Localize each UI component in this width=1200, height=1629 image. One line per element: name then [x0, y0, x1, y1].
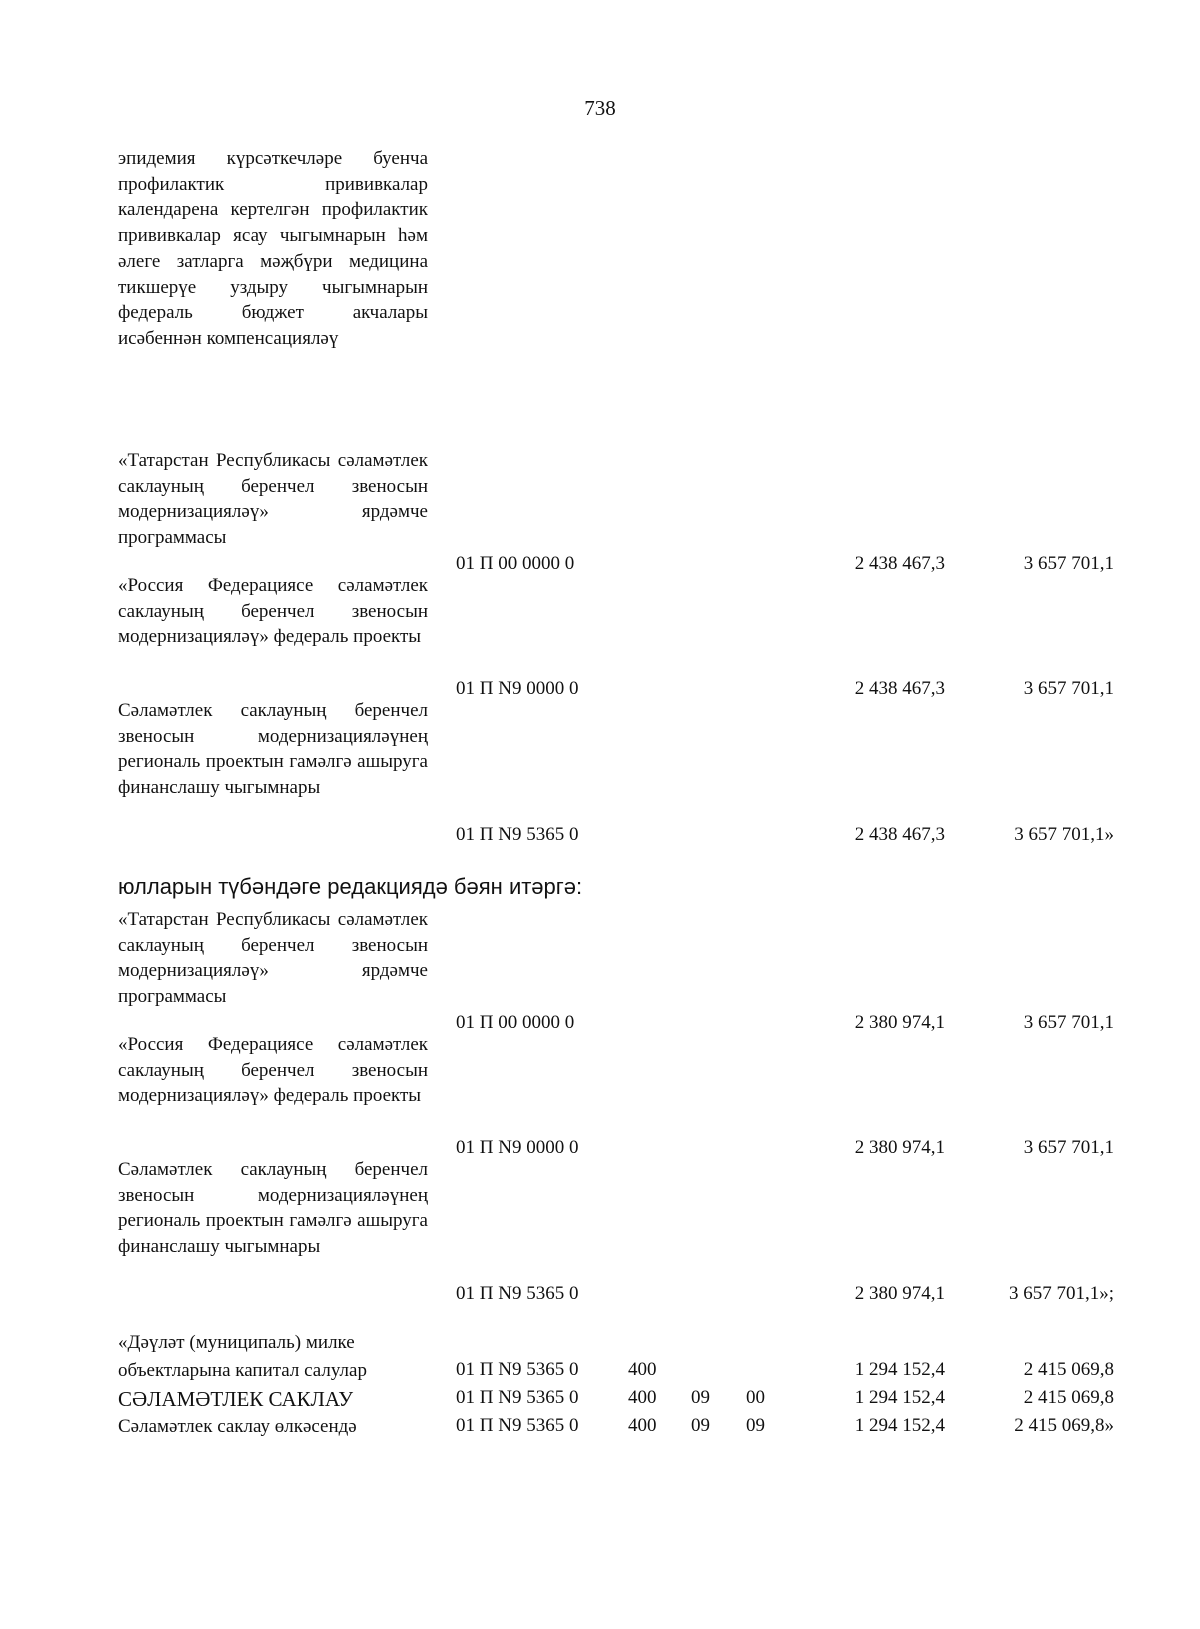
row-description: Сәламәтлек саклау өлкәсендә [118, 1416, 357, 1437]
row-description: «Россия Федерациясе сәламәтлек саклауның беренчел звеносын модернизацияләү» федераль проекты [118, 1034, 428, 1107]
row-amount-1: 1 294 152,4 [854, 1359, 945, 1380]
row-description: «Татарстан Республикасы сәламәтлек саклауның беренчел звеносын модернизацияләү» ярдәмче программасы [118, 909, 428, 1008]
row-amount-2: 3 657 701,1 [1023, 553, 1114, 574]
row-amount-1: 2 438 467,3 [854, 553, 945, 574]
row-subsection: 09 [746, 1415, 765, 1436]
row-description: «Россия Федерациясе сәламәтлек саклауның беренчел звеносын модернизацияләү» федераль проекты [118, 575, 428, 648]
row-code: 01 П N9 5365 0 [456, 1415, 579, 1436]
row-subsection: 00 [746, 1387, 765, 1408]
row-description: «Татарстан Республикасы сәламәтлек саклауның беренчел звеносын модернизацияләү» ярдәмче программасы [118, 450, 428, 549]
row-description: СӘЛАМӘТЛЕК САКЛАУ [118, 1387, 354, 1411]
row-section: 09 [691, 1415, 710, 1436]
row-amount-1: 2 438 467,3 [854, 824, 945, 845]
row-amount-1: 1 294 152,4 [854, 1415, 945, 1436]
row-code: 01 П 00 0000 0 [456, 1012, 575, 1033]
row-expense-type: 400 [628, 1415, 657, 1436]
row-amount-1: 2 380 974,1 [854, 1283, 945, 1304]
row-amount-2: 2 415 069,8 [1023, 1387, 1114, 1408]
row-description: Сәламәтлек саклауның беренчел звеносын модернизацияләүнең региональ проектын гамәлгә ашыруга финанслашу чыгымнары [118, 1159, 428, 1258]
row-description: Сәламәтлек саклауның беренчел звеносын модернизацияләүнең региональ проектын гамәлгә ашыруга финанслашу чыгымнары [118, 700, 428, 799]
row-code: 01 П N9 0000 0 [456, 1137, 579, 1158]
row-code: 01 П 00 0000 0 [456, 553, 575, 574]
row-amount-2: 2 415 069,8 [1023, 1359, 1114, 1380]
row-amount-2: 3 657 701,1 [1023, 678, 1114, 699]
row-description: «Дәүләт (муниципаль) милке объектларына капитал салулар [118, 1332, 367, 1381]
row-amount-2: 3 657 701,1» [1014, 824, 1114, 845]
row-amount-2: 3 657 701,1»; [1008, 1283, 1114, 1304]
row-amount-1: 1 294 152,4 [854, 1387, 945, 1408]
row-code: 01 П N9 0000 0 [456, 678, 579, 699]
row-description: эпидемия күрсәткечләре буенча профилактик прививкалар календарена кертелгән профилактик прививкалар ясау чыгымнарын һәм әлеге затларга мәҗбүри медицина тикшерүе уздыру чыгымнарын федераль бюджет акчалары исәбеннән компенсацияләү [118, 148, 428, 349]
row-code: 01 П N9 5365 0 [456, 824, 579, 845]
row-amount-2: 2 415 069,8» [1014, 1415, 1114, 1436]
row-expense-type: 400 [628, 1359, 657, 1380]
row-expense-type: 400 [628, 1387, 657, 1408]
row-code: 01 П N9 5365 0 [456, 1359, 579, 1380]
row-amount-1: 2 380 974,1 [854, 1137, 945, 1158]
row-code: 01 П N9 5365 0 [456, 1283, 579, 1304]
row-amount-1: 2 380 974,1 [854, 1012, 945, 1033]
row-amount-2: 3 657 701,1 [1023, 1012, 1114, 1033]
row-code: 01 П N9 5365 0 [456, 1387, 579, 1408]
row-section: 09 [691, 1387, 710, 1408]
row-amount-1: 2 438 467,3 [854, 678, 945, 699]
page-number: 738 [584, 96, 616, 120]
row-amount-2: 3 657 701,1 [1023, 1137, 1114, 1158]
instruction-sentence: юлларын түбәндәге редакциядә бәян итәргә: [118, 874, 583, 899]
